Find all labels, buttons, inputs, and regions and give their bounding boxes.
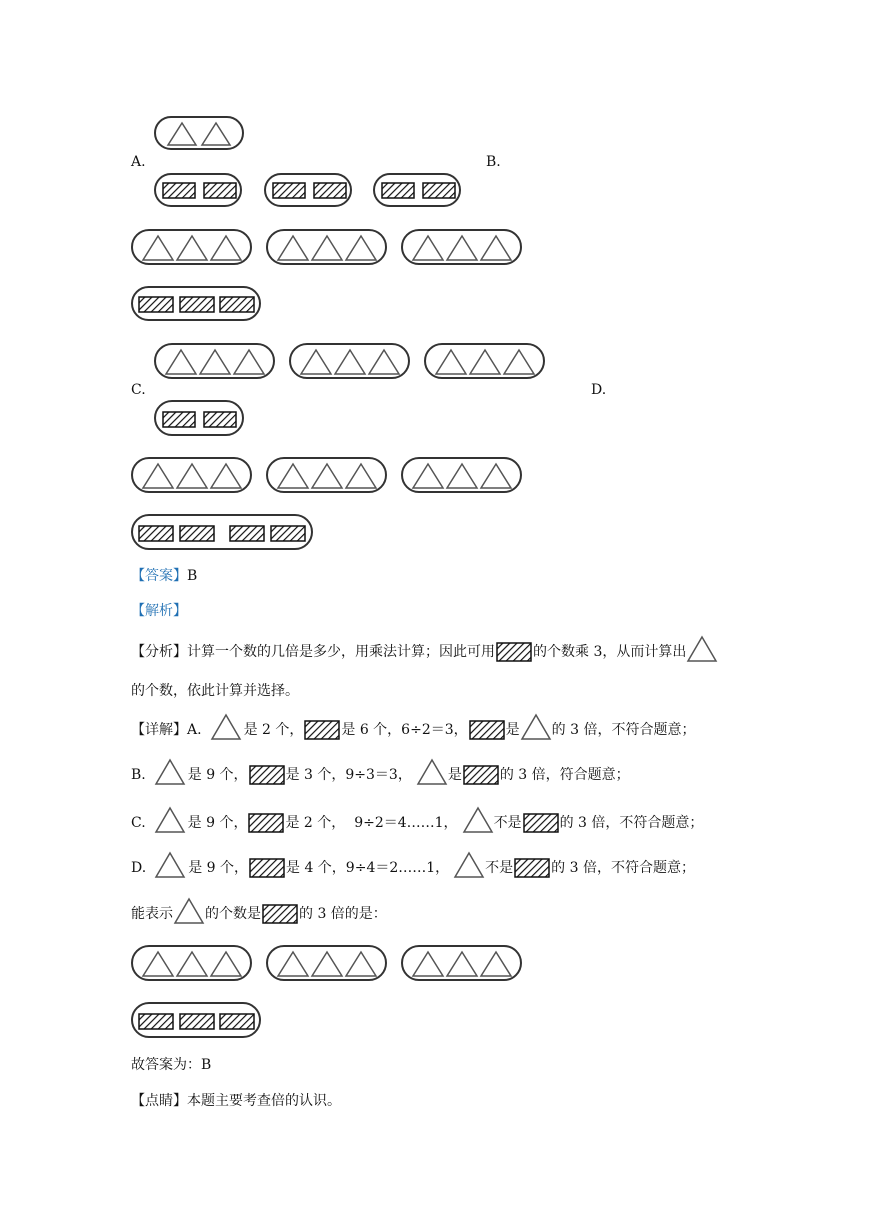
- hatched-rectangle-icon: [249, 858, 285, 878]
- detail-text: 是 4 个，9÷4＝2……1，: [286, 860, 450, 876]
- group-pill: [131, 514, 313, 550]
- triangle-icon: [175, 462, 209, 490]
- hatched-rectangle-icon: [262, 904, 298, 924]
- group-pill: [264, 173, 352, 207]
- option-c-label: C.: [131, 382, 146, 398]
- hatched-rectangle-icon: [229, 525, 265, 542]
- triangle-icon: [468, 348, 502, 376]
- fenxi-text-3: 的个数，依此计算并选择。: [131, 683, 299, 699]
- hatched-rectangle-icon: [138, 296, 174, 313]
- detail-text: 不是: [485, 860, 514, 876]
- detail-label: C.: [131, 815, 146, 831]
- hatched-rectangle-icon: [138, 1013, 174, 1030]
- detail-text: 的 3 倍，不符合题意；: [551, 722, 696, 738]
- hatched-rectangle-icon: [138, 525, 174, 542]
- triangle-icon: [198, 348, 232, 376]
- option-b-label: B.: [486, 154, 501, 170]
- analysis-tag: 【解析】: [131, 603, 187, 619]
- triangle-icon: [502, 348, 536, 376]
- group-pill: [266, 945, 387, 981]
- group-pill: [154, 343, 275, 379]
- hatched-rectangle-icon: [179, 1013, 215, 1030]
- triangle-icon: [462, 806, 494, 834]
- group-pill: [154, 400, 244, 436]
- hatched-rectangle-icon: [203, 182, 237, 199]
- fenxi-text-1: 计算一个数的几倍是多少，用乘法计算；因此可用: [187, 644, 495, 660]
- detail-line-a: [131, 719, 695, 741]
- triangle-icon: [210, 713, 242, 741]
- triangle-icon: [164, 348, 198, 376]
- hatched-rectangle-icon: [272, 182, 306, 199]
- option-d-label: D.: [591, 382, 607, 398]
- detail-text: 是: [447, 767, 462, 783]
- triangle-icon: [445, 234, 479, 262]
- hatched-rectangle-icon: [162, 411, 196, 428]
- hatched-rectangle-icon: [179, 525, 215, 542]
- group-pill: [289, 343, 410, 379]
- conclusion-line: [131, 903, 387, 925]
- triangle-icon: [276, 234, 310, 262]
- hatched-rectangle-icon: [313, 182, 347, 199]
- triangle-icon: [141, 950, 175, 978]
- detail-text: 不是: [493, 815, 522, 831]
- triangle-icon: [411, 462, 445, 490]
- triangle-icon: [154, 758, 186, 786]
- hatched-rectangle-icon: [469, 720, 505, 740]
- triangle-icon: [411, 950, 445, 978]
- detail-label: B.: [131, 767, 146, 783]
- fenxi-tag: 【分析】: [131, 644, 187, 660]
- hatched-rectangle-icon: [219, 296, 255, 313]
- detail-label: D.: [131, 860, 147, 876]
- hatched-rectangle-icon: [514, 858, 550, 878]
- triangle-icon: [344, 950, 378, 978]
- hatched-rectangle-icon: [463, 765, 499, 785]
- triangle-icon: [154, 806, 186, 834]
- answer-value: B: [187, 568, 198, 584]
- triangle-icon: [200, 121, 232, 147]
- hatched-rectangle-icon: [179, 296, 215, 313]
- triangle-icon: [209, 234, 243, 262]
- detail-text: 是 2 个，: [243, 722, 304, 738]
- detail-line-b: [131, 764, 630, 786]
- group-pill: [424, 343, 545, 379]
- detail-line-d: [131, 857, 695, 879]
- fenxi-line: [131, 641, 718, 663]
- detail-text: 是: [505, 722, 520, 738]
- triangle-icon: [445, 950, 479, 978]
- group-pill: [131, 286, 261, 321]
- hatched-rectangle-icon: [219, 1013, 255, 1030]
- group-pill: [401, 945, 522, 981]
- triangle-icon: [141, 462, 175, 490]
- group-pill: [401, 457, 522, 493]
- detail-text: 是 3 个，9÷3＝3，: [285, 767, 412, 783]
- triangle-icon: [479, 462, 513, 490]
- group-pill: [266, 457, 387, 493]
- hatched-rectangle-icon: [422, 182, 456, 199]
- hatched-rectangle-icon: [304, 720, 340, 740]
- triangle-icon: [154, 851, 186, 879]
- detail-text: 是 9 个，: [187, 767, 248, 783]
- hatched-rectangle-icon: [249, 765, 285, 785]
- detail-label: A.: [187, 722, 202, 738]
- detail-text: 的 3 倍，不符合题意；: [559, 815, 704, 831]
- hatched-rectangle-icon: [162, 182, 196, 199]
- triangle-icon: [209, 462, 243, 490]
- triangle-icon: [367, 348, 401, 376]
- conclusion-text: 的个数是: [205, 906, 261, 922]
- dianjing-tag: 【点睛】: [131, 1093, 187, 1109]
- detail-text: 是 9 个，: [187, 815, 248, 831]
- detail-text: 是 6 个，6÷2＝3，: [341, 722, 468, 738]
- conclusion-text: 能表示: [131, 906, 173, 922]
- triangle-icon: [175, 234, 209, 262]
- hatched-rectangle-icon: [203, 411, 237, 428]
- triangle-icon: [416, 758, 448, 786]
- detail-text: 是 9 个，: [188, 860, 248, 876]
- detail-text: 的 3 倍，不符合题意；: [551, 860, 695, 876]
- group-pill: [131, 457, 252, 493]
- group-pill: [131, 229, 252, 265]
- group-pill: [131, 945, 252, 981]
- detail-line-c: [131, 812, 703, 834]
- triangle-icon: [479, 234, 513, 262]
- detail-text: 是 2 个， 9÷2＝4……1，: [285, 815, 458, 831]
- dianjing-line: [131, 1091, 341, 1111]
- triangle-icon: [344, 462, 378, 490]
- triangle-icon: [453, 851, 485, 879]
- triangle-icon: [310, 950, 344, 978]
- group-pill: [373, 173, 461, 207]
- conclusion-text: 的 3 倍的是：: [299, 906, 387, 922]
- triangle-icon: [344, 234, 378, 262]
- group-pill: [266, 229, 387, 265]
- xiangjie-tag: 【详解】: [131, 722, 187, 738]
- group-pill: [401, 229, 522, 265]
- answer-line: [131, 566, 197, 586]
- triangle-icon: [209, 950, 243, 978]
- option-a-label: A.: [131, 154, 146, 170]
- triangle-icon: [276, 950, 310, 978]
- final-answer: 故答案为：B: [131, 1057, 212, 1073]
- group-pill: [154, 173, 242, 207]
- dianjing-text: 本题主要考查倍的认识。: [187, 1093, 341, 1109]
- triangle-icon: [166, 121, 198, 147]
- hatched-rectangle-icon: [496, 642, 532, 662]
- triangle-icon: [445, 462, 479, 490]
- triangle-icon: [232, 348, 266, 376]
- triangle-icon: [411, 234, 445, 262]
- triangle-icon: [310, 234, 344, 262]
- hatched-rectangle-icon: [523, 813, 559, 833]
- triangle-icon: [173, 897, 205, 925]
- triangle-icon: [686, 635, 718, 663]
- triangle-icon: [434, 348, 468, 376]
- group-pill: [154, 116, 244, 150]
- triangle-icon: [520, 713, 552, 741]
- hatched-rectangle-icon: [248, 813, 284, 833]
- triangle-icon: [333, 348, 367, 376]
- triangle-icon: [299, 348, 333, 376]
- hatched-rectangle-icon: [381, 182, 415, 199]
- group-pill: [131, 1002, 261, 1038]
- triangle-icon: [276, 462, 310, 490]
- triangle-icon: [141, 234, 175, 262]
- detail-text: 的 3 倍，符合题意；: [499, 767, 630, 783]
- hatched-rectangle-icon: [270, 525, 306, 542]
- triangle-icon: [175, 950, 209, 978]
- answer-tag: 【答案】: [131, 568, 187, 584]
- fenxi-text-2: 的个数乘 3，从而计算出: [533, 644, 687, 660]
- triangle-icon: [310, 462, 344, 490]
- triangle-icon: [479, 950, 513, 978]
